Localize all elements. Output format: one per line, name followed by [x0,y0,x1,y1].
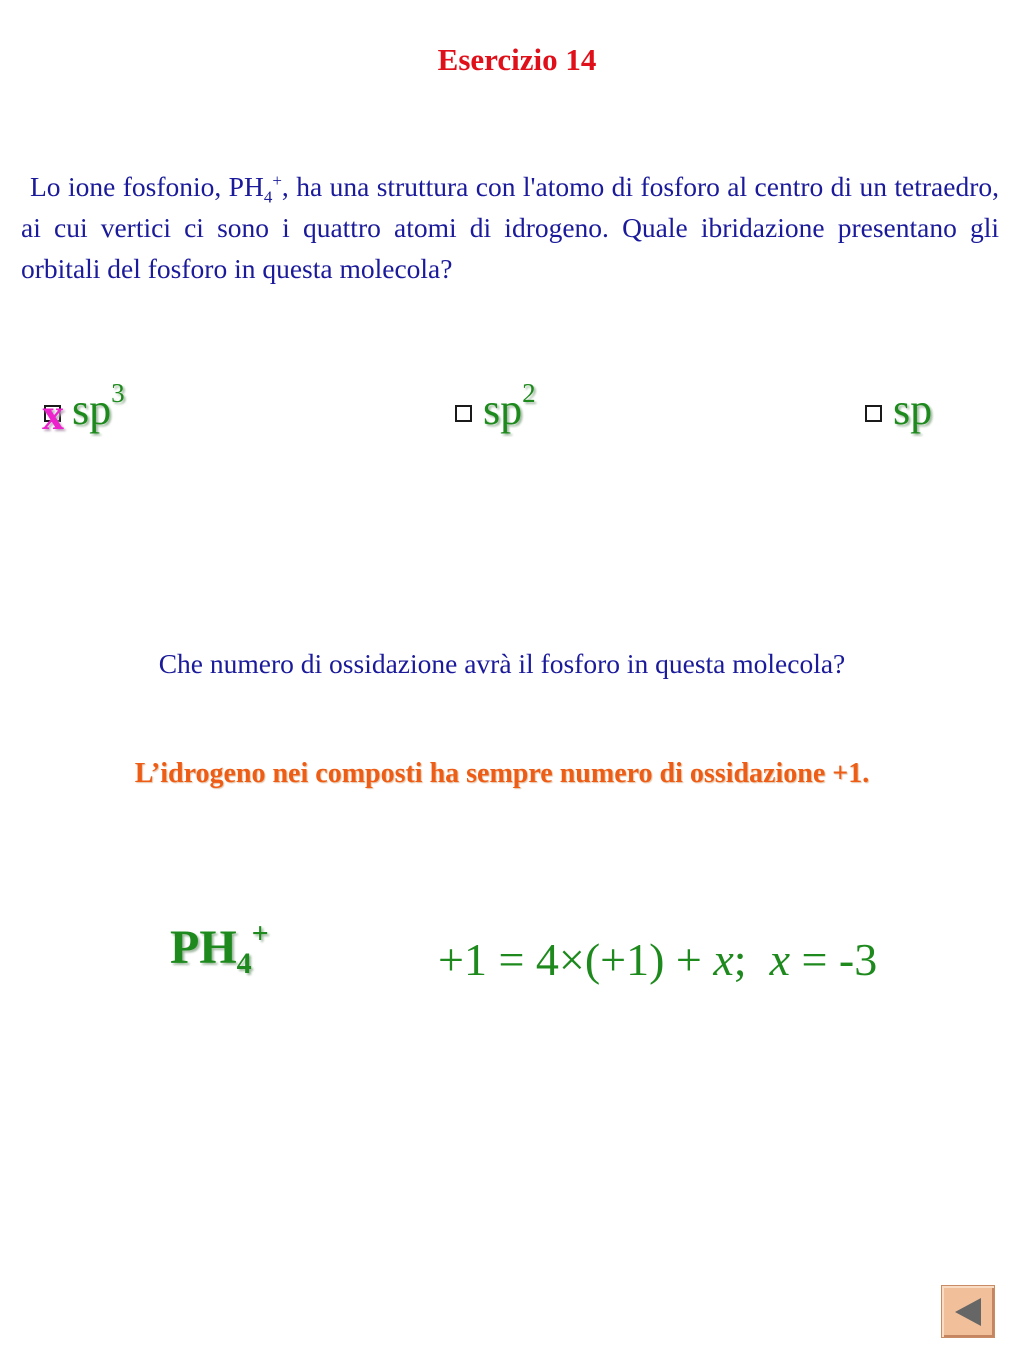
option-superscript: 2 [522,378,536,409]
formula-superscript: + [251,917,269,950]
equation-variable: x [713,934,734,985]
option-sp[interactable] [865,384,932,435]
oxidation-question: Che numero di ossidazione avrà il fosforo in questa molecola? [158,648,846,679]
triangle-left-icon [951,1295,985,1329]
exercise-title: Esercizio 14 [437,42,597,77]
oxidation-equation [438,933,877,986]
equation-part2: ; [733,934,770,985]
question-part1: Lo ione fosfonio, PH [30,171,264,202]
hint-text: L’idrogeno nei composti ha sempre numero di ossidazione +1. [134,758,870,789]
question-superscript: + [272,170,282,190]
checkbox-icon[interactable] [455,405,472,422]
equation-variable: x [769,934,790,985]
formula-subscript: 4 [236,947,252,980]
equation-part3: = -3 [789,934,878,985]
formula-base: PH [170,921,237,974]
checkbox-icon[interactable] [865,405,882,422]
selected-mark: x [42,390,64,439]
question-part2: , ha una struttura con l'atomo di fosforo al centro di un tetraedro, ai cui vertici ci sono i quattro atomi di idrogeno. Quale ibridazione presentano gli orbitali del fosforo in questa molecola? [21,171,999,284]
option-label: sp [483,385,523,434]
option-label: sp [72,385,112,434]
question-text [21,166,999,289]
back-button[interactable] [941,1285,995,1338]
option-label: sp [893,385,933,434]
equation-part1: +1 = 4×(+1) + [438,934,714,985]
chemical-formula [170,917,269,980]
question-subscript: 4 [263,187,273,207]
option-sp2[interactable] [455,378,536,435]
option-superscript: 3 [111,378,125,409]
